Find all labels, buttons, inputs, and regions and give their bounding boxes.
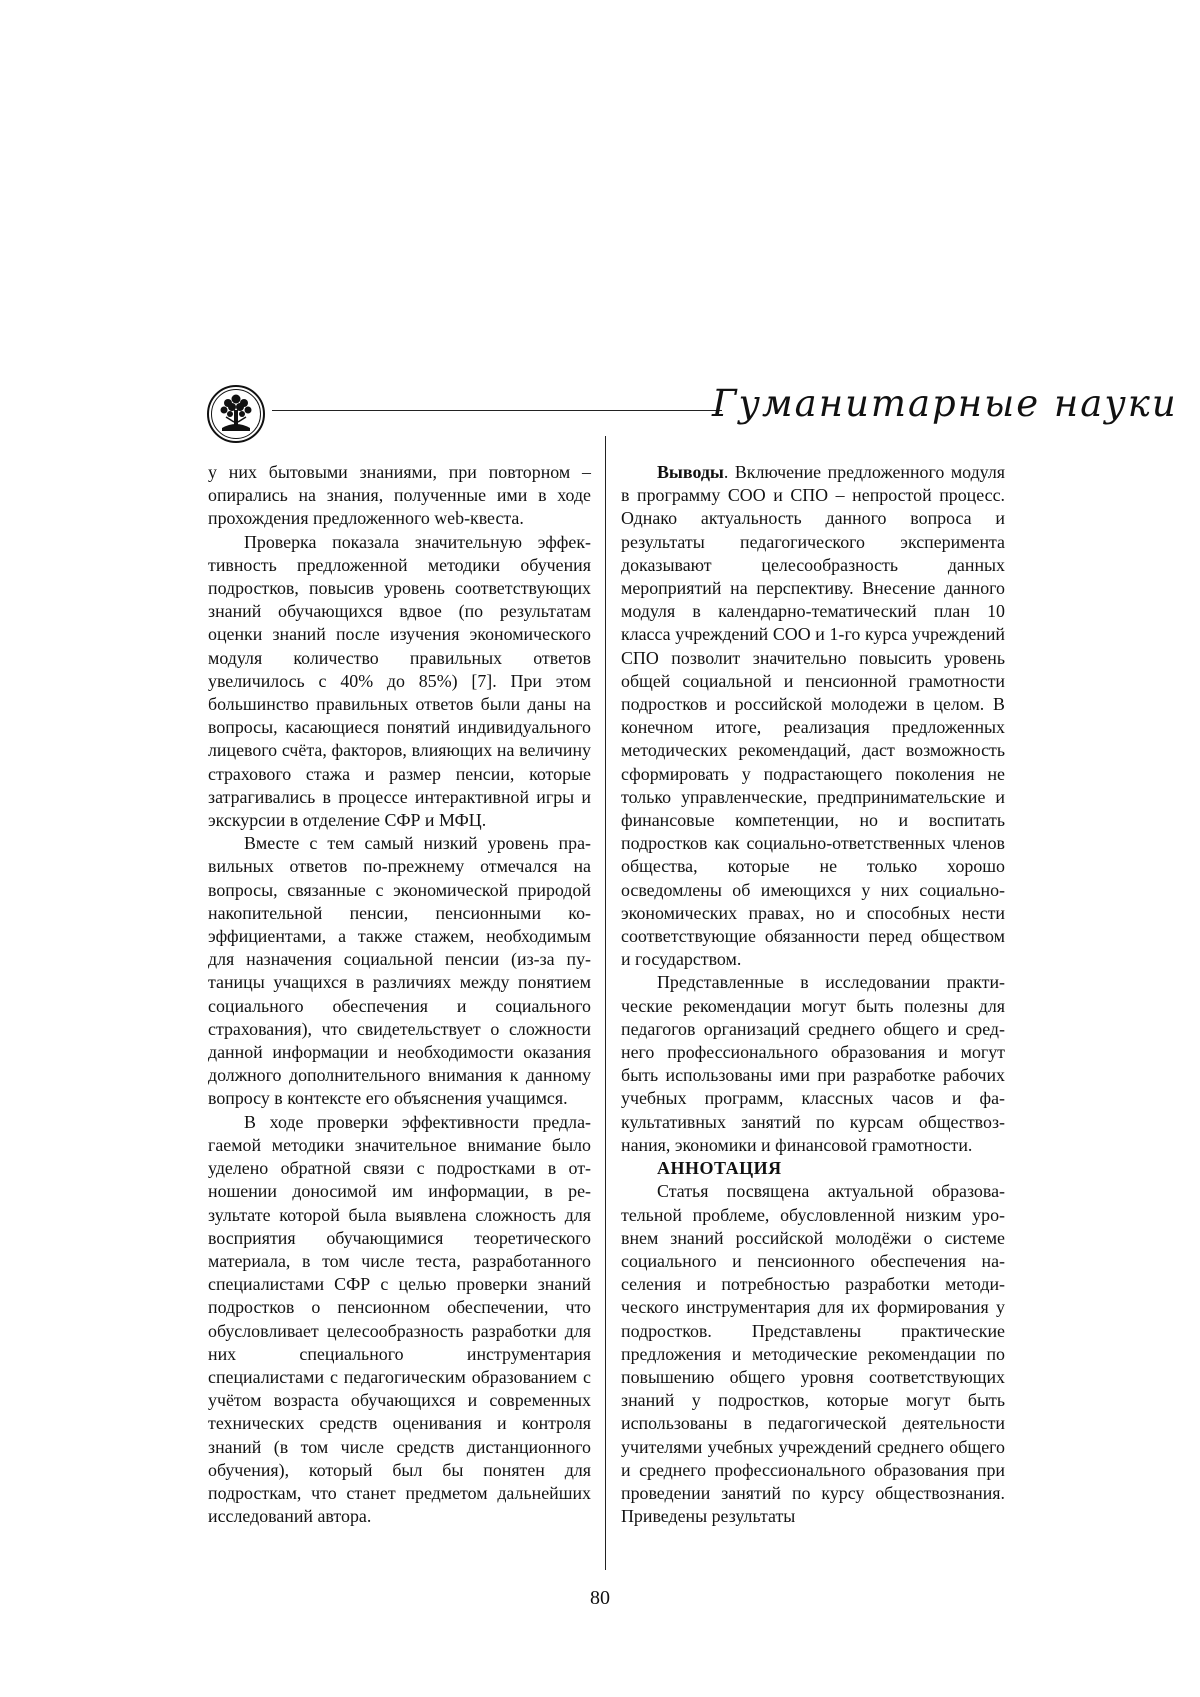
right-column [621, 461, 1005, 1528]
page-number: 80 [590, 1587, 610, 1609]
conclusions-paragraph [621, 461, 1005, 971]
section-title: Гуманитарные науки [712, 382, 1178, 425]
paragraph: В ходе проверки эффективности предлагаемой методики значительное внимание было уделено обратной связи с подростками в отношении доносимой им информации, в результате которой была выявлена сложность для восприятия обучающимися теоретического материала, в том числе теста, разработанного специалистами СФР с целью проверки знаний подростков о пенсионном обеспечении, что обусловливает целесообразность разработки для них специального инструментария специалистами с педагогическим образованием с учётом возраста обучающихся и современных технических средств оценивания и контроля знаний (в том числе средств дистанционного обучения), который был бы понятен для подросткам, что станет предметом дальнейших исследований автора. [208, 1111, 591, 1527]
paragraph: Вместе с тем самый низкий уровень правильных ответов по-прежнему отмечался на вопросы, связанные с экономической природой накопительной пенсии, пенсионными коэффициентами, а также стажем, необходимым для назначения социальной пенсии (из-за путаницы учащихся в различиях между понятием социального обеспечения и социального страхования), что свидетельствует о сложности данной информации и необходимости оказания должного дополнительного внимания к данному вопросу в контексте его объяснения учащимся. [208, 833, 591, 1109]
annotation-heading: АННОТАЦИЯ [657, 1158, 782, 1179]
conclusions-text: . Включение предложенного модуля в программу СОО и СПО – непростой процесс. Однако актуальность данного вопроса и результаты педагогического эксперимента доказывают целесообразность данных мероприятий на перспективу. Внесение данного модуля в календарно-тематический план 10 класса учреждений СОО и 1-го курса учреждений СПО позволит значительно повысить уровень общей социальной и пенсионной грамотности подростков и российской молодежи в целом. В конечном итоге, реализация предложенных методических рекомендаций, даст возможность сформировать у подрастающего поколения не только управленческие, предпринимательские и финансовые компетенции, но и воспитать подростков как социально-ответственных членов общества, которые не только хорошо осведомлены об имеющихся у них социально-экономических правах, но и способных нести соответствующие обязанности перед обществом и государством. [621, 462, 1005, 970]
paragraph: Проверка показала значительную эффективность предложенной методики обучения подростков, повысив уровень соответствующих знаний обучающихся вдвое (по результатам оценки знаний после изучения экономического модуля количество правильных ответов увеличилось с 40% до 85%) [7]. При этом большинство правильных ответов были даны на вопросы, касающиеся понятий индивидуального лицевого счёта, факторов, влияющих на величину страхового стажа и размер пенсии, которые затрагивались в процессе интерактивной игры и экскурсии в отделение СФР и МФЦ. [208, 531, 591, 831]
annotation-text: Статья посвящена актуальной образовательной проблеме, обусловленной низким уровнем знаний российской молодёжи о системе социального и пенсионного обеспечения населения и потребностью разработки методического инструментария для их формирования у подростков. Представлены практические предложения и методические рекомендации по повышению общего уровня соответствующих знаний у подростков, которые могут быть использованы в педагогической деятельности учителями учебных учреждений среднего общего и среднего профессионального образования при проведении занятий по курсу обществознания. Приведены результаты [621, 1181, 1005, 1527]
column-divider [605, 436, 606, 1570]
paragraph: Представленные в исследовании практические рекомендации могут быть полезны для педагогов организаций среднего общего и среднего профессионального образования и могут быть использованы ими при разработке рабочих учебных программ, классных часов и факультативных занятий по курсам обществознания, экономики и финансовой грамотности. [621, 972, 1005, 1155]
tree-emblem-icon [206, 384, 266, 444]
left-column [208, 461, 591, 1528]
journal-logo [206, 384, 266, 444]
conclusions-label: Выводы [657, 462, 724, 482]
paragraph: у них бытовыми знаниями, при повторном – опирались на знания, полученные ими в ходе прохождения предложенного web-квеста. [208, 462, 591, 529]
header-rule [272, 410, 722, 411]
